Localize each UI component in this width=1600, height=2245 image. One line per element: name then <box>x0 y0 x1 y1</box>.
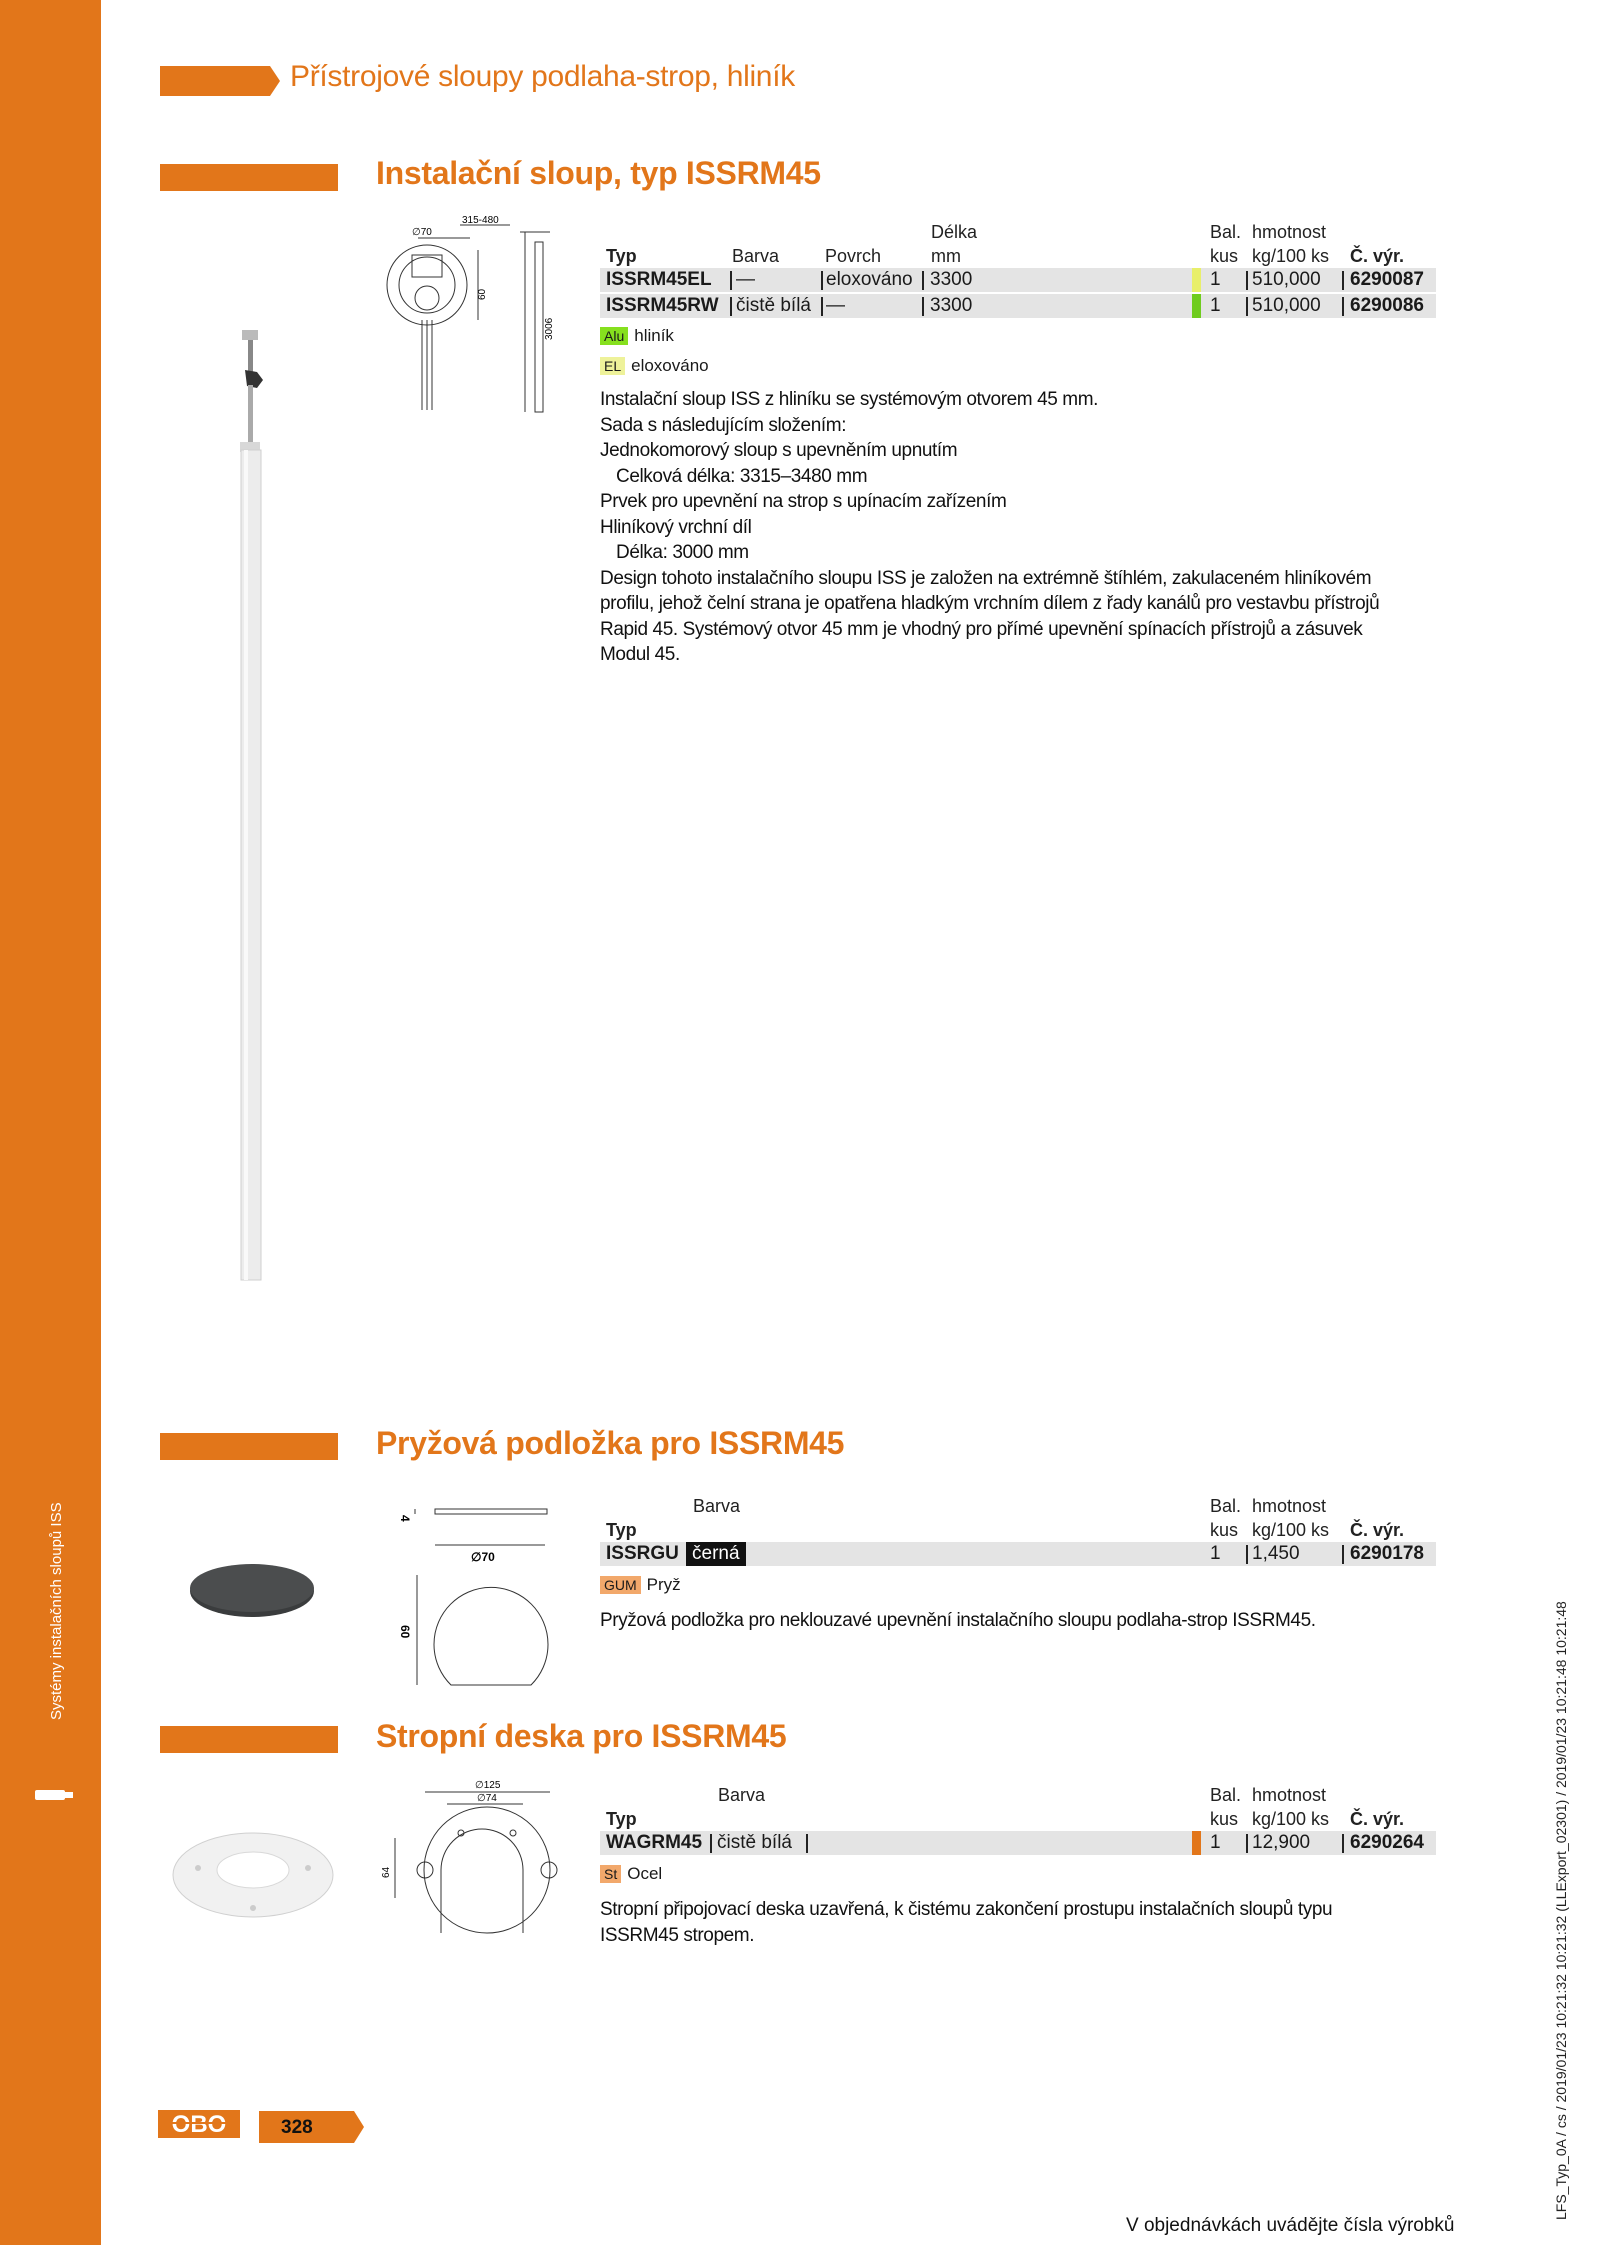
cell-typ: ISSRGU <box>606 1543 679 1564</box>
description-line: Rapid 45. Systémový otvor 45 mm je vhodný pro přímé upevnění spínacích přístrojů a zásuvek <box>600 618 1363 640</box>
column-icon <box>34 1788 74 1802</box>
cell-delka: 3300 <box>930 295 973 316</box>
obo-logo <box>158 2110 240 2143</box>
description-line: profilu, jehož čelní strana je opatřena hladkým vrchním dílem z řady kanálů pro vestavbu přístrojů <box>600 593 1380 614</box>
dim-label: 60 <box>477 288 488 300</box>
rubber-pad-photo <box>185 1555 320 1630</box>
description-line: Design tohoto instalačního sloupu ISS je založen na extrémně štíhlém, zakulaceném hliníkovém <box>600 567 1372 589</box>
page-number: 328 <box>281 2117 313 2138</box>
material-label: Ocel <box>627 1864 663 1883</box>
dim-label: ∅70 <box>471 1550 495 1564</box>
cell-cvyr: 6290178 <box>1350 1543 1424 1564</box>
section-title: Stropní deska pro ISSRM45 <box>376 1718 787 1754</box>
col-hmot-unit: kg/100 ks <box>1252 1809 1330 1829</box>
description-line: Délka: 3000 mm <box>616 542 749 563</box>
section-bar <box>160 1726 338 1753</box>
ceiling-plate-photo <box>168 1820 338 1930</box>
col-bal: Bal. <box>1210 222 1242 242</box>
col-bal-unit: kus <box>1210 1809 1239 1829</box>
cell-barva: čistě bílá <box>717 1832 792 1853</box>
material-code: St <box>600 1865 621 1883</box>
dim-label: 60 <box>398 1625 412 1639</box>
cell-typ: ISSRM45EL <box>606 269 712 290</box>
col-bal: Bal. <box>1210 1785 1242 1805</box>
description-line: Pryžová podložka pro neklouzavé upevnění instalačního sloupu podlaha-strop ISSRM45. <box>600 1610 1316 1631</box>
col-barva: Barva <box>718 1785 766 1805</box>
cell-typ: WAGRM45 <box>606 1832 703 1853</box>
cell-bal: 1 <box>1210 1543 1221 1564</box>
dim-label: 315-480 <box>462 215 499 226</box>
cell-povrch: — <box>826 295 845 316</box>
color-swatch <box>1192 268 1201 292</box>
col-barva: Barva <box>693 1496 741 1516</box>
color-swatch <box>1192 1831 1201 1855</box>
cell-cvyr: 6290087 <box>1350 269 1424 290</box>
description-line: Stropní připojovací deska uzavřená, k čistému zakončení prostupu instalačních sloupů typu <box>600 1899 1333 1920</box>
cell-cvyr: 6290086 <box>1350 295 1424 316</box>
description-line: Jednokomorový sloup s upevněním upnutím <box>600 440 958 461</box>
sidebar-vertical-text: Systémy instalačních sloupů ISS <box>48 1502 65 1720</box>
dim-label: ∅70 <box>412 227 432 238</box>
dim-label: 4 <box>398 1515 412 1522</box>
col-povrch: Povrch <box>825 246 882 266</box>
col-hmot: hmotnost <box>1252 1785 1327 1805</box>
column-photo <box>235 330 275 1285</box>
col-bal-unit: kus <box>1210 1520 1239 1540</box>
technical-drawing <box>370 210 570 420</box>
col-hmot-unit: kg/100 ks <box>1252 246 1330 266</box>
section-bar <box>160 164 338 191</box>
header-tab <box>160 66 280 96</box>
logo-text: OBO <box>171 2111 227 2138</box>
cell-barva: — <box>736 269 755 290</box>
cell-hmot: 510,000 <box>1252 269 1321 290</box>
description-line: Modul 45. <box>600 644 680 665</box>
cell-bal: 1 <box>1210 295 1221 316</box>
cell-hmot: 12,900 <box>1252 1832 1311 1853</box>
col-barva: Barva <box>732 246 780 266</box>
section-title: Pryžová podložka pro ISSRM45 <box>376 1425 845 1461</box>
cell-hmot: 1,450 <box>1252 1543 1300 1564</box>
sidebar <box>0 0 101 2245</box>
product-description <box>600 1897 1332 1948</box>
table-row <box>600 1542 1436 1566</box>
product-description <box>600 1608 1316 1634</box>
cell-bal: 1 <box>1210 1832 1221 1853</box>
cell-povrch: eloxováno <box>826 269 913 290</box>
table-row <box>600 1831 1436 1855</box>
material-label: eloxováno <box>631 356 709 375</box>
material-code: Alu <box>600 327 628 345</box>
cell-typ: ISSRM45RW <box>606 295 719 316</box>
material-legend <box>600 326 674 346</box>
col-bal: Bal. <box>1210 1496 1242 1516</box>
col-typ: Typ <box>606 1809 637 1829</box>
col-cvyr: Č. výr. <box>1350 246 1405 266</box>
description-line: Celková délka: 3315–3480 mm <box>616 465 868 487</box>
col-hmot-unit: kg/100 ks <box>1252 1520 1330 1540</box>
table-row <box>600 294 1436 318</box>
table-row <box>600 268 1436 292</box>
color-swatch <box>1192 294 1201 318</box>
col-typ: Typ <box>606 1520 637 1540</box>
col-cvyr: Č. výr. <box>1350 1520 1405 1540</box>
product-description <box>600 387 1379 668</box>
dim-label: 64 <box>381 1866 392 1878</box>
cell-delka: 3300 <box>930 269 973 290</box>
description-line: Prvek pro upevnění na strop s upínacím zařízením <box>600 491 1007 512</box>
material-legend <box>600 356 709 376</box>
dim-label: 3006 <box>544 317 555 340</box>
col-hmot: hmotnost <box>1252 222 1327 242</box>
footer-note: V objednávkách uvádějte čísla výrobků <box>1126 2215 1455 2236</box>
material-label: hliník <box>634 326 674 345</box>
cell-bal: 1 <box>1210 269 1221 290</box>
dim-label: ∅74 <box>477 1793 497 1804</box>
col-delka: Délka <box>931 222 978 242</box>
col-bal-unit: kus <box>1210 246 1239 266</box>
cell-barva: čistě bílá <box>736 295 811 316</box>
technical-drawing <box>395 1485 575 1700</box>
material-code: GUM <box>600 1576 641 1594</box>
material-legend <box>600 1864 662 1884</box>
print-meta: LFS_Typ_0A / cs / 2019/01/23 10:21:32 10:21:32 (LLExport_02301) / 2019/01/23 10:21:48 10:21:48 <box>1553 1601 1569 2220</box>
technical-drawing <box>381 1778 575 1938</box>
cell-cvyr: 6290264 <box>1350 1832 1424 1853</box>
material-code: EL <box>600 357 625 375</box>
section-title: Instalační sloup, typ ISSRM45 <box>376 155 821 191</box>
cell-hmot: 510,000 <box>1252 295 1321 316</box>
section-bar <box>160 1433 338 1460</box>
description-line: Sada s následujícím složením: <box>600 414 847 436</box>
description-line: Hliníkový vrchní díl <box>600 516 752 538</box>
col-hmot: hmotnost <box>1252 1496 1327 1516</box>
col-typ: Typ <box>606 246 637 266</box>
col-cvyr: Č. výr. <box>1350 1809 1405 1829</box>
cell-barva: černá <box>686 1542 746 1566</box>
page-title: Přístrojové sloupy podlaha-strop, hliník <box>290 60 795 93</box>
description-line: Instalační sloup ISS z hliníku se systémovým otvorem 45 mm. <box>600 389 1099 410</box>
material-label: Pryž <box>646 1575 681 1594</box>
dim-label: ∅125 <box>475 1780 501 1791</box>
col-delka-unit: mm <box>931 246 961 266</box>
description-line: ISSRM45 stropem. <box>600 1924 755 1946</box>
material-legend <box>600 1575 681 1595</box>
